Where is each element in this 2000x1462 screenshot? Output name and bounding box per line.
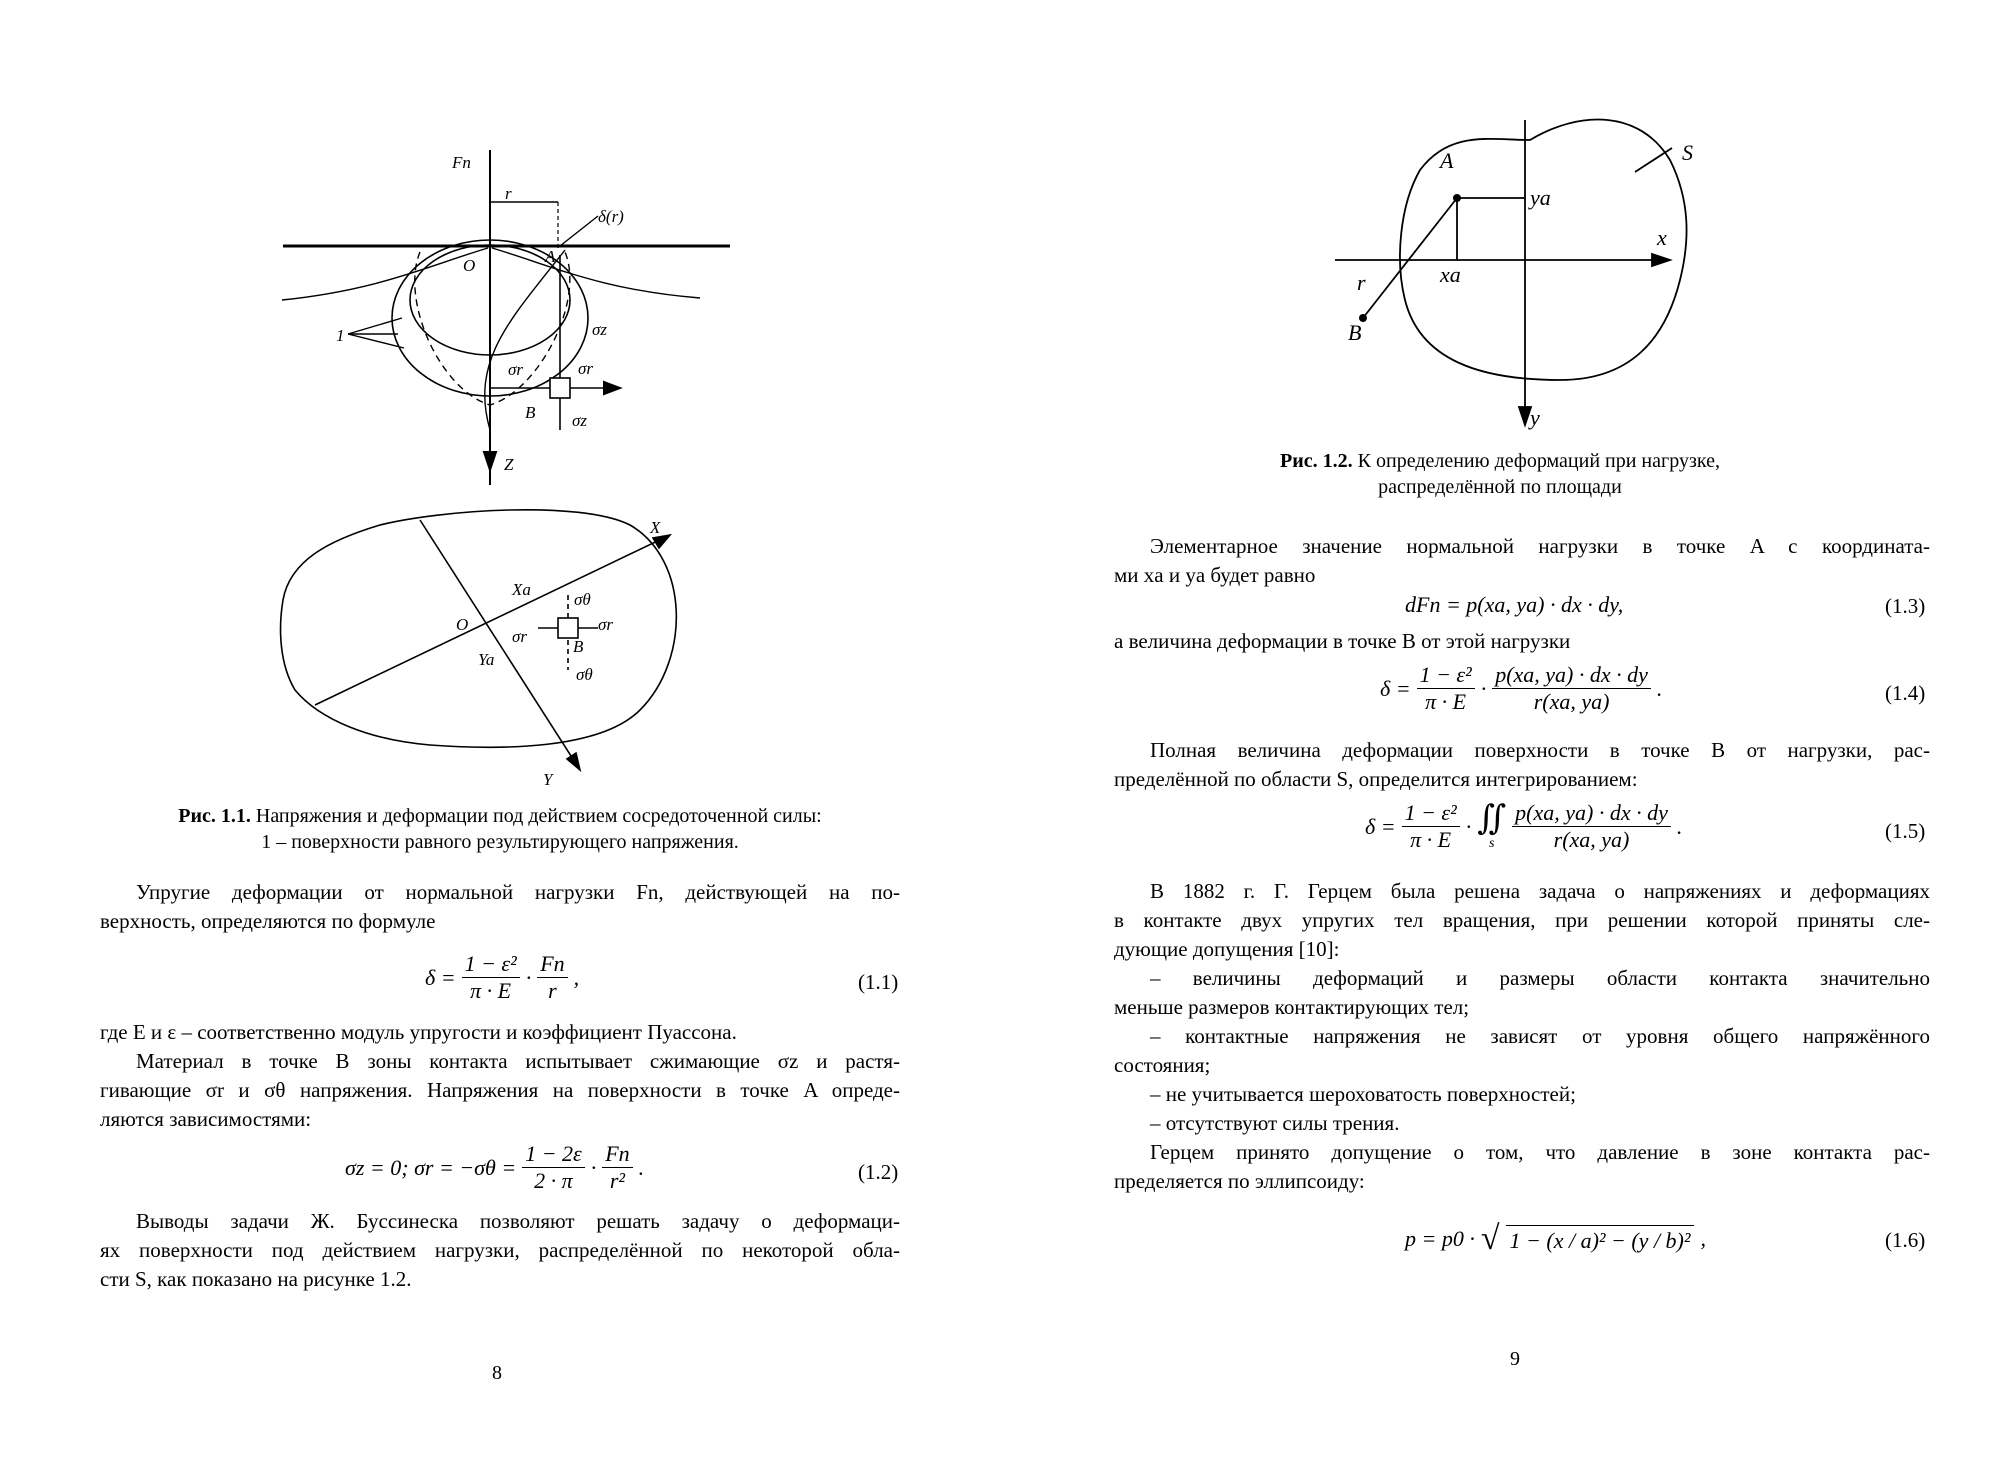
label-sz2: σz	[572, 411, 587, 430]
label-plan-stheta2: σθ	[576, 665, 593, 684]
label-plan-stheta: σθ	[574, 590, 591, 609]
label-plan-sr2: σr	[598, 615, 613, 634]
label-xa: xa	[1440, 262, 1461, 287]
r-para1-line1: Элементарное значение нормальной нагрузки в точке A с координата-	[1150, 534, 1930, 558]
label-r: r	[505, 184, 512, 203]
label-ya: ya	[1530, 185, 1551, 210]
label-plan-y: Y	[543, 770, 553, 789]
item1-line2: меньше размеров контактирующих тел;	[1114, 995, 1470, 1019]
r-para3-line1: Полная величина деформации поверхности в точке B от нагрузки, рас-	[1150, 738, 1930, 762]
r-para4-line2: в контакте двух упругих тел вращения, при решении которой приняты сле-	[1114, 908, 1930, 932]
equation-1-2-number: (1.2)	[858, 1160, 899, 1184]
item4: – отсутствуют силы трения.	[1150, 1111, 1400, 1135]
label-s: S	[1682, 140, 1693, 165]
label-r-fig2: r	[1357, 270, 1366, 295]
label-plan-xa: Xa	[512, 580, 531, 599]
equation-1-4: δ = $\frac{\text{1 − ε²}}{\pi \cdot E}$ · p(xa, ya) · dx · dy r(xa, ya) .	[1380, 662, 1663, 714]
label-plan-o: O	[456, 615, 469, 634]
item3: – не учитывается шероховатость поверхностей;	[1150, 1082, 1576, 1106]
equation-1-3: dFn = p(xa, ya) · dx · dy,	[1405, 592, 1624, 617]
r-para1-line2: ми xa и ya будет равно	[1114, 563, 1316, 587]
integral-sub: s	[1488, 835, 1495, 851]
caption-figure-1-2	[1150, 448, 1850, 500]
para4-line2: ях поверхности под действием нагрузки, распределённой по некоторой обла-	[100, 1238, 900, 1262]
r-para5-line1: Герцем принято допущение о том, что давление в зоне контакта рас-	[1150, 1140, 1930, 1164]
r-para4-line3: дующие допущения [10]:	[1114, 937, 1340, 961]
para3-line3: ляются зависимостями:	[100, 1107, 312, 1131]
label-one: 1	[336, 326, 345, 345]
label-y: y	[1530, 405, 1540, 430]
label-b-fig2: B	[1348, 320, 1362, 345]
label-sr2: σr	[578, 359, 593, 378]
equation-1-6: p = p0 · √ 1 − (x / a)² − (y / b)² ,	[1405, 1220, 1706, 1257]
right-page	[1000, 0, 2000, 1462]
equation-1-5: δ = $\frac{\text{1 − ε²}}{\pi \cdot E}$ · ∬ s p(xa, ya) · dx · dy r(xa, ya) .	[1365, 799, 1683, 852]
page-number-right: 9	[1510, 1348, 1520, 1370]
para3-line2: гивающие σr и σθ напряжения. Напряжения на поверхности в точке A опреде-	[100, 1078, 900, 1102]
label-z: Z	[504, 455, 514, 474]
page-number-left: 8	[492, 1362, 502, 1384]
label-a: A	[545, 247, 556, 266]
r-para3-line2: пределённой по области S, определится интегрированием:	[1114, 767, 1638, 791]
label-plan-b: B	[573, 637, 584, 656]
label-plan-x: X	[650, 518, 661, 537]
label-o: O	[463, 256, 476, 275]
caption2-line2: распределённой по площади	[1378, 476, 1622, 498]
caption2-bold: Рис. 1.2.	[1280, 450, 1353, 472]
label-plan-sr: σr	[512, 627, 527, 646]
caption-figure-1-1	[105, 803, 895, 855]
r-para4-line1: В 1882 г. Г. Герцем была решена задача о напряжениях и деформациях	[1150, 879, 1930, 903]
label-plan-ya: Ya	[478, 650, 495, 669]
label-b: B	[525, 403, 536, 422]
equation-1-3-number: (1.3)	[1885, 594, 1926, 618]
item1-line1: – величины деформаций и размеры области контакта значительно	[1150, 966, 1930, 990]
caption1-line2: 1 – поверхности равного результирующего напряжения.	[261, 831, 739, 853]
para4-line3: сти S, как показано на рисунке 1.2.	[100, 1267, 412, 1291]
para3-line1: Материал в точке B зоны контакта испытывает сжимающие σz и растя-	[136, 1049, 900, 1073]
equation-1-2: σz = 0; σr = −σθ = $\frac{1 - 2\varepsilon}{2 \cdot \pi}$ · Fn r² .	[345, 1141, 645, 1193]
label-delta: δ(r)	[598, 207, 624, 226]
para2: где E и ε – соответственно модуль упругости и коэффициент Пуассона.	[100, 1020, 737, 1044]
label-sr: σr	[508, 360, 523, 379]
r-para5-line2: пределяется по эллипсоиду:	[1114, 1169, 1365, 1193]
caption1-bold: Рис. 1.1.	[178, 805, 251, 827]
label-x: x	[1657, 225, 1667, 250]
label-fn: Fn	[452, 153, 471, 172]
label-a-fig2: A	[1440, 148, 1454, 173]
para1-line2: верхность, определяются по формуле	[100, 909, 436, 933]
figure-1-1-plan	[0, 0, 1000, 800]
integral-sign: ∬	[1477, 799, 1507, 837]
radicand: 1 − (x / a)² − (y / b)²	[1506, 1225, 1695, 1254]
caption2-rest: К определению деформаций при нагрузке,	[1357, 450, 1720, 472]
equation-1-4-number: (1.4)	[1885, 681, 1926, 705]
equation-1-6-number: (1.6)	[1885, 1228, 1926, 1252]
equation-1-5-number: (1.5)	[1885, 819, 1926, 843]
item2-line1: – контактные напряжения не зависят от уровня общего напряжённого	[1150, 1024, 1930, 1048]
item2-line2: состояния;	[1114, 1053, 1211, 1077]
figure-1-2	[1000, 0, 2000, 500]
equation-1-1: δ = $\frac{\text{1 − ε²}}{\pi \cdot E}$ · Fn r ,	[425, 951, 580, 1003]
r-para2: а величина деформации в точке B от этой нагрузки	[1114, 629, 1571, 653]
label-sz: σz	[592, 320, 607, 339]
equation-1-1-number: (1.1)	[858, 970, 899, 994]
para1-line1: Упругие деформации от нормальной нагрузки Fn, действующей на по-	[136, 880, 900, 904]
para4-line1: Выводы задачи Ж. Буссинеска позволяют решать задачу о деформаци-	[136, 1209, 900, 1233]
caption1-rest: Напряжения и деформации под действием сосредоточенной силы:	[255, 805, 822, 827]
